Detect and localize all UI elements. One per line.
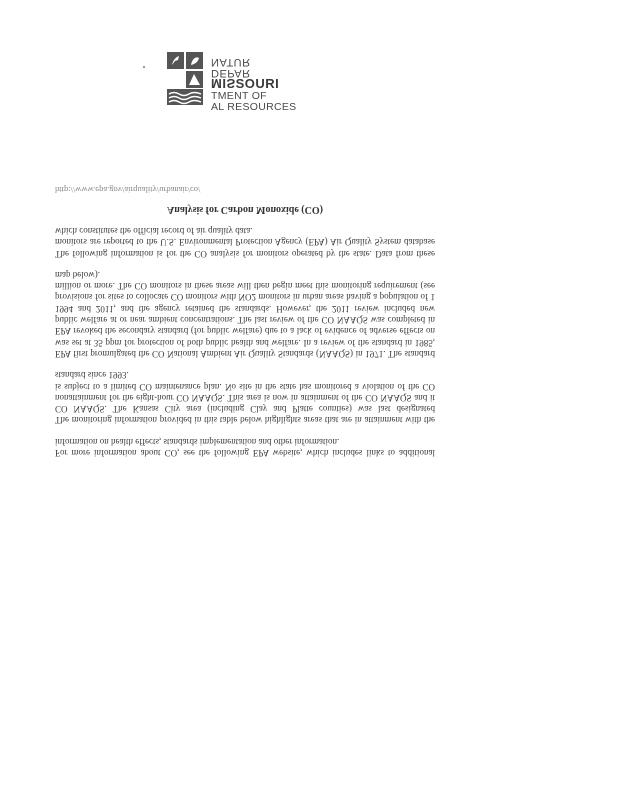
logo-depar: DEPAR [211, 67, 251, 79]
logo-mis: MIS [211, 76, 236, 91]
paragraph-attainment: The monitoring information provided in this table below highlights areas that are in attainment with the CO NAAQS. The Kansas City area (including Clay and Platte counties) was last designated nonattainment for the eight-hour CO NAAQS. This area is now in attainment of the CO NAAQS and it is subject to a limited CO maintenance plan. No site in the state has monitored a violation of the CO standard since 1993. [55, 370, 435, 426]
logo-wordmark [211, 56, 296, 113]
footer-url: http://www.epa.gov/airquality/urbanair/co/ [55, 185, 201, 196]
dnr-logo-tiles-icon [167, 52, 205, 106]
missouri-dnr-logo [167, 52, 337, 113]
logo-tment-of: TMENT OF [211, 90, 267, 102]
document-title: Analysis for Carbon Monoxide (CO) [167, 203, 323, 215]
paragraph-more-info: For more information about CO, see the following EPA website, which includes links to additional information on health effects, standards implementation and other information. [55, 436, 435, 458]
logo-souri: SOURI [235, 76, 280, 91]
paragraph-naaqs-history: EPA first promulgated the CO National Ambient Air Quality Standards (NAAQS) in 1971. The standard was set at 35 ppm for protection of both public health and welfare. In a review of the standard in 1985, EPA revoked the secondary standard (for public welfare) due to a lack of evidence of adverse effects on public welfare at or near ambient concentrations. The last review of the CO NAAQS was completed in 1994 and 2011, and the agency retained the standards. However, the 2011 review included new provisions for sites to collocate CO monitors with NO2 monitors in urban areas having a population of 1 million or more. The CO monitors in these areas will then begin meet this monitoring requirement (see map below). [55, 269, 435, 359]
scan-speck [143, 66, 145, 68]
paragraph-intro: The following information is for the CO analysis for monitors operated by the state. Data from these monitors are reported to the U.S. Environmental Protection Agency (EPA) Air Quality System database which constitutes the official record of air quality data. [55, 225, 435, 259]
logo-al-resources: AL RESOURCES [211, 101, 297, 113]
document-body [55, 184, 435, 458]
logo-natur: NATUR [211, 56, 251, 68]
